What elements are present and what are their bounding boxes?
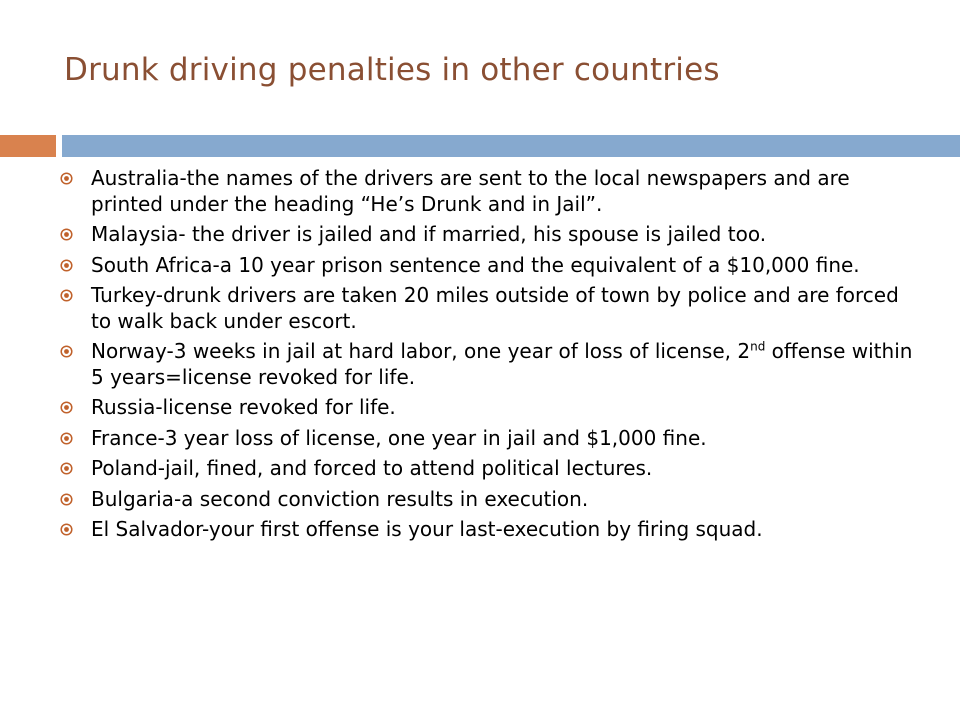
bullet-text: Bulgaria-a second conviction results in execution. bbox=[91, 486, 589, 511]
bullet-text: Turkey-drunk drivers are taken 20 miles outside of town by police and are forced to walk back under escort. bbox=[91, 283, 899, 333]
bullet-text: Australia-the names of the drivers are sent to the local newspapers and are printed under the heading “He’s Drunk and in Jail”. bbox=[91, 166, 850, 216]
bullet-item-malaysia bbox=[60, 222, 920, 248]
ordinal-suffix: nd bbox=[750, 339, 766, 354]
bullet-item-el-salvador bbox=[60, 517, 920, 543]
bullet-text: Poland-jail, fined, and forced to attend political lectures. bbox=[91, 456, 653, 480]
bullet-item-poland bbox=[60, 456, 920, 482]
bullet-text: South Africa-a 10 year prison sentence and the equivalent of a $10,000 fine. bbox=[91, 252, 860, 277]
circled-dot-bullet-icon bbox=[60, 493, 73, 506]
accent-bar-orange bbox=[0, 135, 56, 157]
ordinal-number: 2 bbox=[737, 339, 751, 363]
bullet-item-norway bbox=[60, 339, 920, 390]
circled-dot-bullet-icon bbox=[60, 432, 73, 445]
bullet-list bbox=[60, 166, 920, 543]
bullet-item-france bbox=[60, 426, 920, 452]
circled-dot-bullet-icon bbox=[60, 523, 73, 536]
bullet-text: Malaysia- the driver is jailed and if married, his spouse is jailed too. bbox=[91, 222, 767, 246]
circled-dot-bullet-icon bbox=[60, 228, 73, 241]
circled-dot-bullet-icon bbox=[60, 289, 73, 302]
accent-bar-blue bbox=[62, 135, 960, 157]
slide-title: Drunk driving penalties in other countries bbox=[64, 52, 720, 88]
circled-dot-bullet-icon bbox=[60, 259, 73, 272]
circled-dot-bullet-icon bbox=[60, 345, 73, 358]
bullet-item-south-africa bbox=[60, 253, 920, 279]
bullet-item-australia bbox=[60, 166, 920, 217]
bullet-text: France-3 year loss of license, one year in jail and $1,000 fine. bbox=[91, 425, 707, 450]
bullet-text: El Salvador-your first offense is your last-execution by firing squad. bbox=[91, 517, 763, 541]
bullet-item-russia bbox=[60, 395, 920, 421]
bullet-item-bulgaria bbox=[60, 487, 920, 513]
bullet-item-turkey bbox=[60, 283, 920, 334]
bullet-text-part: Norway-3 weeks in jail at hard labor, one year of loss of license, bbox=[91, 339, 738, 363]
bullet-text bbox=[91, 339, 912, 389]
bullet-text-part: offense within 5 years=license revoked for life. bbox=[91, 339, 913, 389]
bullet-text: Russia-license revoked for life. bbox=[91, 395, 396, 419]
circled-dot-bullet-icon bbox=[60, 401, 73, 414]
circled-dot-bullet-icon bbox=[60, 172, 73, 185]
circled-dot-bullet-icon bbox=[60, 462, 73, 475]
